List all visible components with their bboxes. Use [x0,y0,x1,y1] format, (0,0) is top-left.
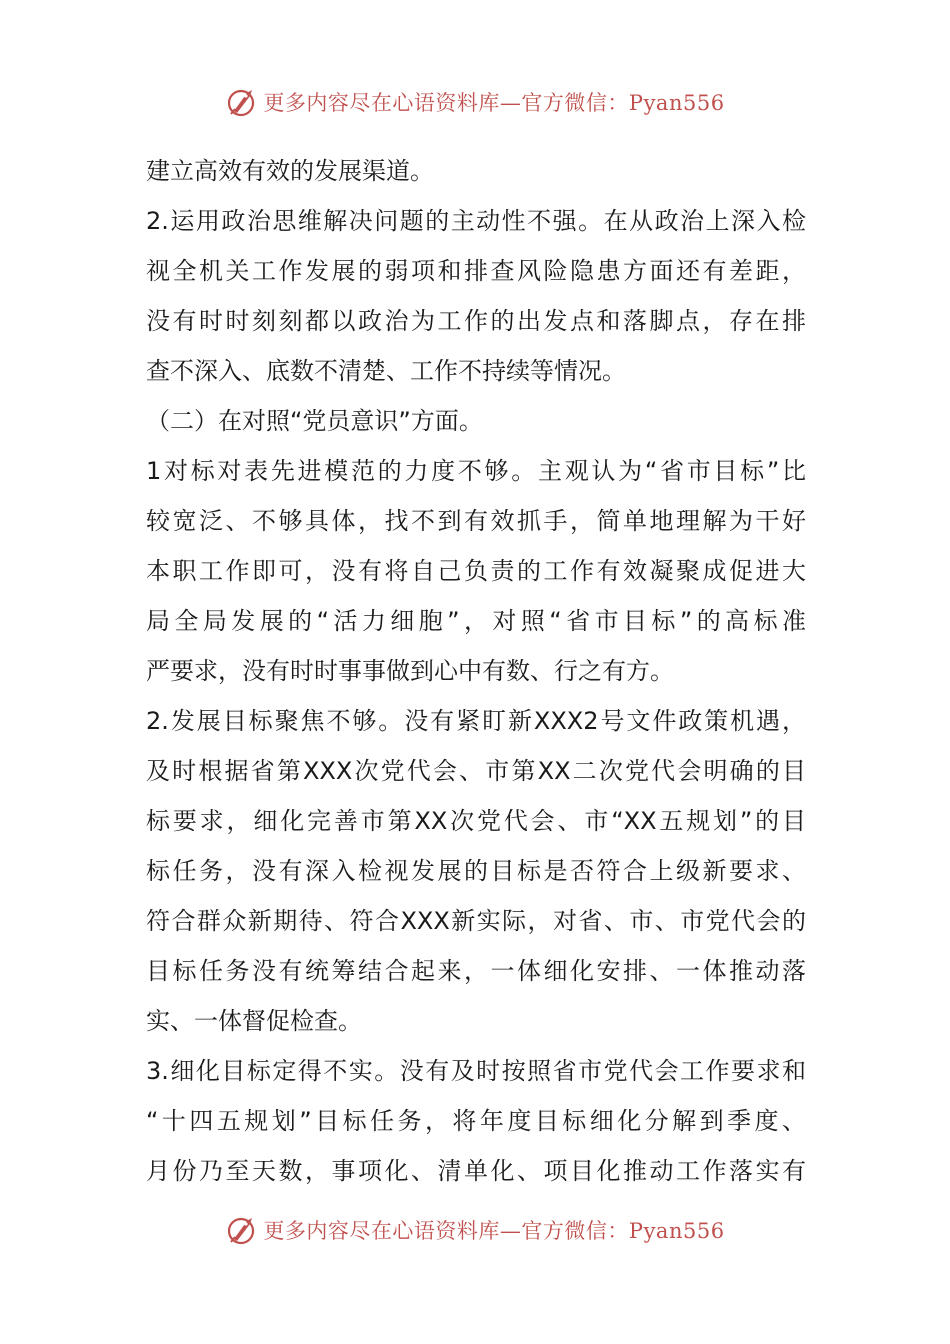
body-line: 2.发展目标聚焦不够。没有紧盯新XXX2号文件政策机遇， [146,707,806,735]
body-line: 严要求，没有时时事事做到心中有数、行之有方。 [146,657,674,685]
body-line: 标要求，细化完善市第XX次党代会、市“XX五规划”的目 [146,807,806,835]
body-line: “十四五规划”目标任务，将年度目标细化分解到季度、 [146,1107,806,1135]
section-heading: （二）在对照“党员意识”方面。 [146,407,483,435]
body-line: 建立高效有效的发展渠道。 [146,157,434,185]
body-line: 月份乃至天数，事项化、清单化、项目化推动工作落实有 [146,1157,806,1185]
header-watermark-banner [0,82,950,122]
footer-watermark-banner [0,1210,950,1250]
body-line: 实、一体督促检查。 [146,1007,362,1035]
body-line: 标任务，没有深入检视发展的目标是否符合上级新要求、 [146,857,806,885]
body-line: 本职工作即可，没有将自己负责的工作有效凝聚成促进大 [146,557,806,585]
pen-nib-logo-icon [225,1213,259,1247]
body-line: 目标任务没有统筹结合起来，一体细化安排、一体推动落 [146,957,806,985]
body-line: 1对标对表先进模范的力度不够。主观认为“省市目标”比 [146,457,806,485]
body-line: 没有时时刻刻都以政治为工作的出发点和落脚点，存在排 [146,307,806,335]
body-line: 视全机关工作发展的弱项和排查风险隐患方面还有差距， [146,257,806,285]
header-watermark-text: 更多内容尽在心语资料库—官方微信：Pyan556 [263,91,725,115]
body-line: 及时根据省第XXX次党代会、市第XX二次党代会明确的目 [146,757,806,785]
document-body [146,146,806,1196]
body-line: 3.细化目标定得不实。没有及时按照省市党代会工作要求和 [146,1057,806,1085]
body-line: 局全局发展的“活力细胞”，对照“省市目标”的高标准 [146,607,806,635]
footer-watermark-text: 更多内容尽在心语资料库—官方微信：Pyan556 [263,1219,725,1243]
pen-nib-logo-icon [225,85,259,119]
body-line: 较宽泛、不够具体，找不到有效抓手，简单地理解为干好 [146,507,806,535]
body-line: 查不深入、底数不清楚、工作不持续等情况。 [146,357,626,385]
body-line: 符合群众新期待、符合XXX新实际，对省、市、市党代会的 [146,907,806,935]
body-line: 2.运用政治思维解决问题的主动性不强。在从政治上深入检 [146,207,806,235]
